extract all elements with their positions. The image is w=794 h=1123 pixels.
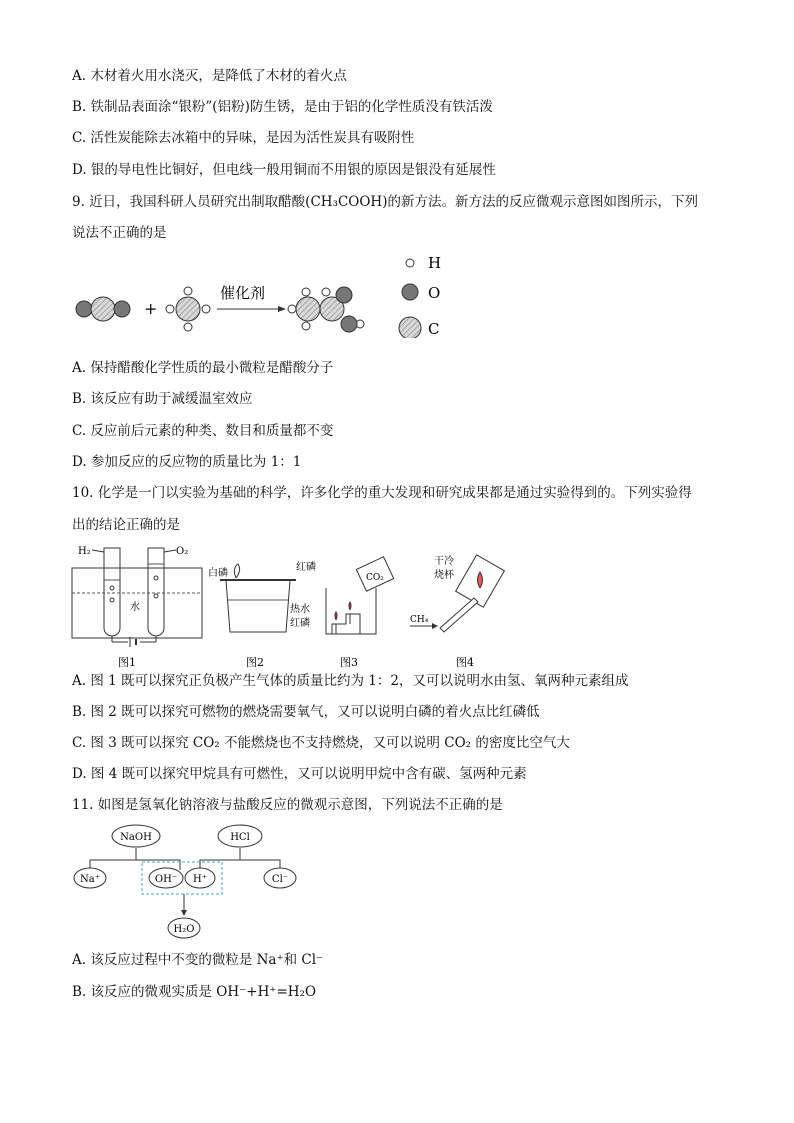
na-ion: Na⁺ [80, 874, 100, 885]
svg-text:O₂: O₂ [176, 546, 189, 557]
ch4-molecule [166, 287, 210, 331]
q11-option-b: B. 该反应的微观实质是 OH⁻+H⁺=H₂O [72, 984, 317, 1000]
q8-option-b: B. 铁制品表面涂“银粉”(铝粉)防生锈，是由于铝的化学性质没有铁活泼 [72, 99, 493, 115]
svg-text:图4: 图4 [456, 656, 474, 668]
figure3-co2-candles [326, 557, 394, 668]
q11-neutralization-diagram [66, 822, 306, 942]
q10-option-c: C. 图 3 既可以探究 CO₂ 不能燃烧也不支持燃烧，又可以说明 CO₂ 的密度比空气大 [72, 735, 570, 751]
svg-text:CH₄: CH₄ [410, 615, 429, 625]
svg-text:红磷: 红磷 [290, 618, 310, 629]
catalyst-label: 催化剂 [220, 284, 266, 302]
q11-option-a: A. 该反应过程中不变的微粒是 Na⁺和 Cl⁻ [72, 952, 324, 968]
q10-option-b: B. 图 2 既可以探究可燃物的燃烧需要氧气，又可以说明白磷的着火点比红磷低 [72, 704, 540, 720]
svg-text:O: O [428, 284, 441, 302]
q10-experiment-figures [60, 538, 540, 668]
acetic-acid-molecule [288, 287, 364, 332]
q9-stem-line2: 说法不正确的是 [72, 225, 167, 241]
q11-stem: 11. 如图是氢氧化钠溶液与盐酸反应的微观示意图，下列说法不正确的是 [72, 797, 503, 813]
svg-text:烧杯: 烧杯 [434, 570, 454, 581]
q9-option-d: D. 参加反应的反应物的质量比为 1：1 [72, 454, 302, 470]
q8-option-a: A. 木材着火用水浇灭，是降低了木材的着火点 [72, 68, 347, 84]
q9-reaction-diagram [60, 248, 460, 338]
q8-option-d: D. 银的导电性比铜好，但电线一般用铜而不用银的原因是银没有延展性 [72, 162, 496, 178]
svg-text:白磷: 白磷 [208, 568, 228, 579]
q10-stem-line1: 10. 化学是一门以实验为基础的科学，许多化学的重大发现和研究成果都是通过实验得到的。下列实验得 [72, 485, 692, 501]
figure4-methane [410, 554, 504, 668]
svg-text:热水: 热水 [290, 604, 310, 615]
svg-text:图1: 图1 [118, 656, 136, 668]
figure2-phosphorus [208, 560, 316, 668]
plus-sign: + [144, 299, 158, 318]
naoh-label: NaOH [120, 832, 152, 843]
svg-text:图3: 图3 [340, 656, 358, 668]
oh-ion: OH⁻ [154, 874, 178, 885]
co-molecule [76, 297, 130, 321]
q10-option-a: A. 图 1 既可以探究正负极产生气体的质量比约为 1：2，又可以说明水由氢、氧两种元素组成 [72, 673, 629, 689]
q9-option-b: B. 该反应有助于减缓温室效应 [72, 391, 253, 407]
svg-text:H: H [428, 254, 442, 272]
q9-option-a: A. 保持醋酸化学性质的最小微粒是醋酸分子 [72, 360, 334, 376]
q8-option-c: C. 活性炭能除去冰箱中的异味，是因为活性炭具有吸附性 [72, 130, 415, 146]
figure1-electrolysis [72, 546, 202, 668]
svg-text:干冷: 干冷 [434, 556, 454, 567]
svg-text:红磷: 红磷 [296, 562, 316, 573]
atom-legend [399, 254, 441, 338]
svg-text:水: 水 [130, 602, 140, 613]
svg-text:图2: 图2 [246, 656, 264, 668]
svg-text:C: C [428, 320, 440, 338]
q10-stem-line2: 出的结论正确的是 [72, 517, 180, 533]
q10-option-d: D. 图 4 既可以探究甲烷具有可燃性，又可以说明甲烷中含有碳、氢两种元素 [72, 766, 527, 782]
svg-text:CO₂: CO₂ [366, 573, 384, 583]
h2o-molecule: H₂O [173, 924, 195, 935]
svg-text:H₂: H₂ [78, 546, 91, 557]
hcl-label: HCl [230, 832, 250, 843]
h-ion: H⁺ [193, 874, 207, 885]
cl-ion: Cl⁻ [271, 874, 289, 885]
q9-stem-line1: 9. 近日，我国科研人员研究出制取醋酸(CH₃COOH)的新方法。新方法的反应微观示意图如图所示，下列 [72, 194, 698, 210]
q9-option-c: C. 反应前后元素的种类、数目和质量都不变 [72, 423, 334, 439]
